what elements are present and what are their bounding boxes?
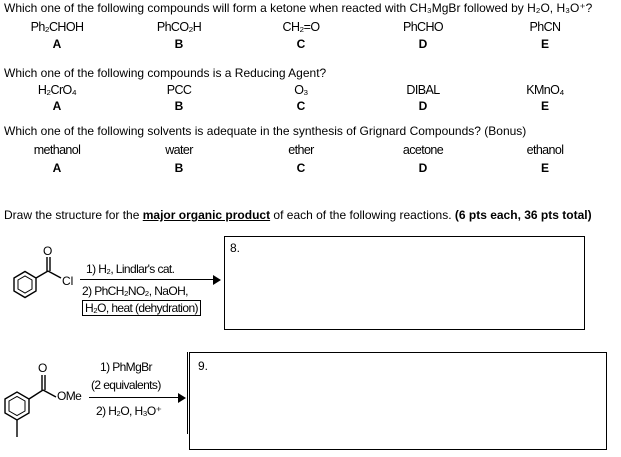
- carbonyl-oxygen-label: O: [38, 361, 48, 375]
- q1-option-label[interactable]: Ph₂CHOH: [30, 20, 84, 34]
- carbon-oxygen-bond: [43, 390, 56, 397]
- instruction-suffix: of each of the following reactions.: [270, 208, 455, 222]
- q1-option-letter[interactable]: D: [418, 37, 428, 51]
- instruction-points: (6 pts each, 36 pts total): [454, 208, 592, 222]
- instruction-emphasis: major organic product: [142, 208, 271, 222]
- q2-option-letter[interactable]: D: [418, 99, 428, 113]
- q2-option-letter[interactable]: A: [52, 99, 62, 113]
- q1-option-label[interactable]: PhCO₂H: [156, 20, 202, 34]
- reaction-9-step-3: 2) H₂O, H₃O⁺: [96, 404, 162, 418]
- ring-double-bonds: [18, 276, 32, 293]
- q1-option-letter[interactable]: E: [540, 37, 549, 51]
- reaction-9-divider: [187, 352, 188, 434]
- reaction-9-arrow: [89, 397, 183, 398]
- carbonyl-oxygen-label: O: [43, 244, 53, 258]
- q2-option-label[interactable]: DIBAL: [406, 83, 440, 97]
- q3-option-label[interactable]: ethanol: [526, 143, 564, 157]
- reaction-9-step-2: (2 equivalents): [91, 378, 161, 392]
- chlorine-label: Cl: [62, 274, 74, 288]
- question-1-text: Which one of the following compounds will form a ketone when reacted with CH₃MgBr followed by H₂O, H₃O⁺?: [4, 1, 593, 15]
- answer-box-9[interactable]: [189, 352, 607, 450]
- answer-box-8-number: 8.: [230, 241, 241, 255]
- ring-carbonyl-bond: [36, 271, 48, 278]
- q3-option-label[interactable]: acetone: [402, 143, 444, 157]
- answer-box-8[interactable]: [224, 236, 585, 330]
- reaction-8-step-2: 2) PhCH₂NO₂, NaOH,: [82, 284, 188, 298]
- reaction-9-step-1: 1) PhMgBr: [100, 360, 152, 374]
- question-2-text: Which one of the following compounds is a Reducing Agent?: [4, 66, 327, 80]
- q1-option-letter[interactable]: C: [296, 37, 306, 51]
- q2-option-label[interactable]: KMnO₄: [526, 83, 564, 97]
- q2-option-letter[interactable]: E: [540, 99, 549, 113]
- ring-double-bonds: [9, 397, 25, 416]
- q3-option-letter[interactable]: C: [296, 161, 306, 175]
- instruction-prefix: Draw the structure for the: [4, 208, 143, 222]
- q2-option-letter[interactable]: B: [174, 99, 184, 113]
- benzoyl-chloride-structure: [0, 240, 90, 320]
- q2-option-letter[interactable]: C: [296, 99, 306, 113]
- reaction-8-step-3: H₂O, heat (dehydration): [82, 300, 201, 316]
- answer-box-9-number: 9.: [198, 359, 209, 373]
- q3-option-letter[interactable]: A: [52, 161, 62, 175]
- q3-option-letter[interactable]: E: [540, 161, 549, 175]
- q1-option-letter[interactable]: B: [174, 37, 184, 51]
- q3-option-label[interactable]: water: [165, 143, 193, 157]
- q3-option-label[interactable]: ether: [288, 143, 314, 157]
- reaction-9-arrowhead: [178, 393, 186, 403]
- reaction-8-arrow: [80, 279, 219, 280]
- ring-carbonyl-bond: [29, 390, 43, 399]
- carbon-chlorine-bond: [48, 271, 61, 278]
- q1-option-label[interactable]: PhCHO: [402, 20, 444, 34]
- q3-option-label[interactable]: methanol: [33, 143, 81, 157]
- q2-option-label[interactable]: O₃: [294, 83, 308, 97]
- reaction-8-step-1: 1) H₂, Lindlar's cat.: [86, 262, 175, 276]
- q1-option-label[interactable]: CH₂=O: [282, 20, 320, 34]
- methoxy-label: OMe: [57, 389, 82, 403]
- q2-option-label[interactable]: PCC: [166, 83, 192, 97]
- question-3-text: Which one of the following solvents is adequate in the synthesis of Grignard Compounds? (Bonus): [4, 124, 527, 138]
- q2-option-label[interactable]: H₂CrO₄: [37, 83, 77, 97]
- methyl-benzoate-structure: [0, 355, 95, 450]
- q3-option-letter[interactable]: D: [418, 161, 428, 175]
- section-instruction: [4, 208, 592, 222]
- q3-option-letter[interactable]: B: [174, 161, 184, 175]
- benzene-ring: [14, 272, 36, 298]
- q1-option-letter[interactable]: A: [52, 37, 62, 51]
- q1-option-label[interactable]: PhCN: [529, 20, 561, 34]
- reaction-8-arrowhead: [213, 275, 221, 285]
